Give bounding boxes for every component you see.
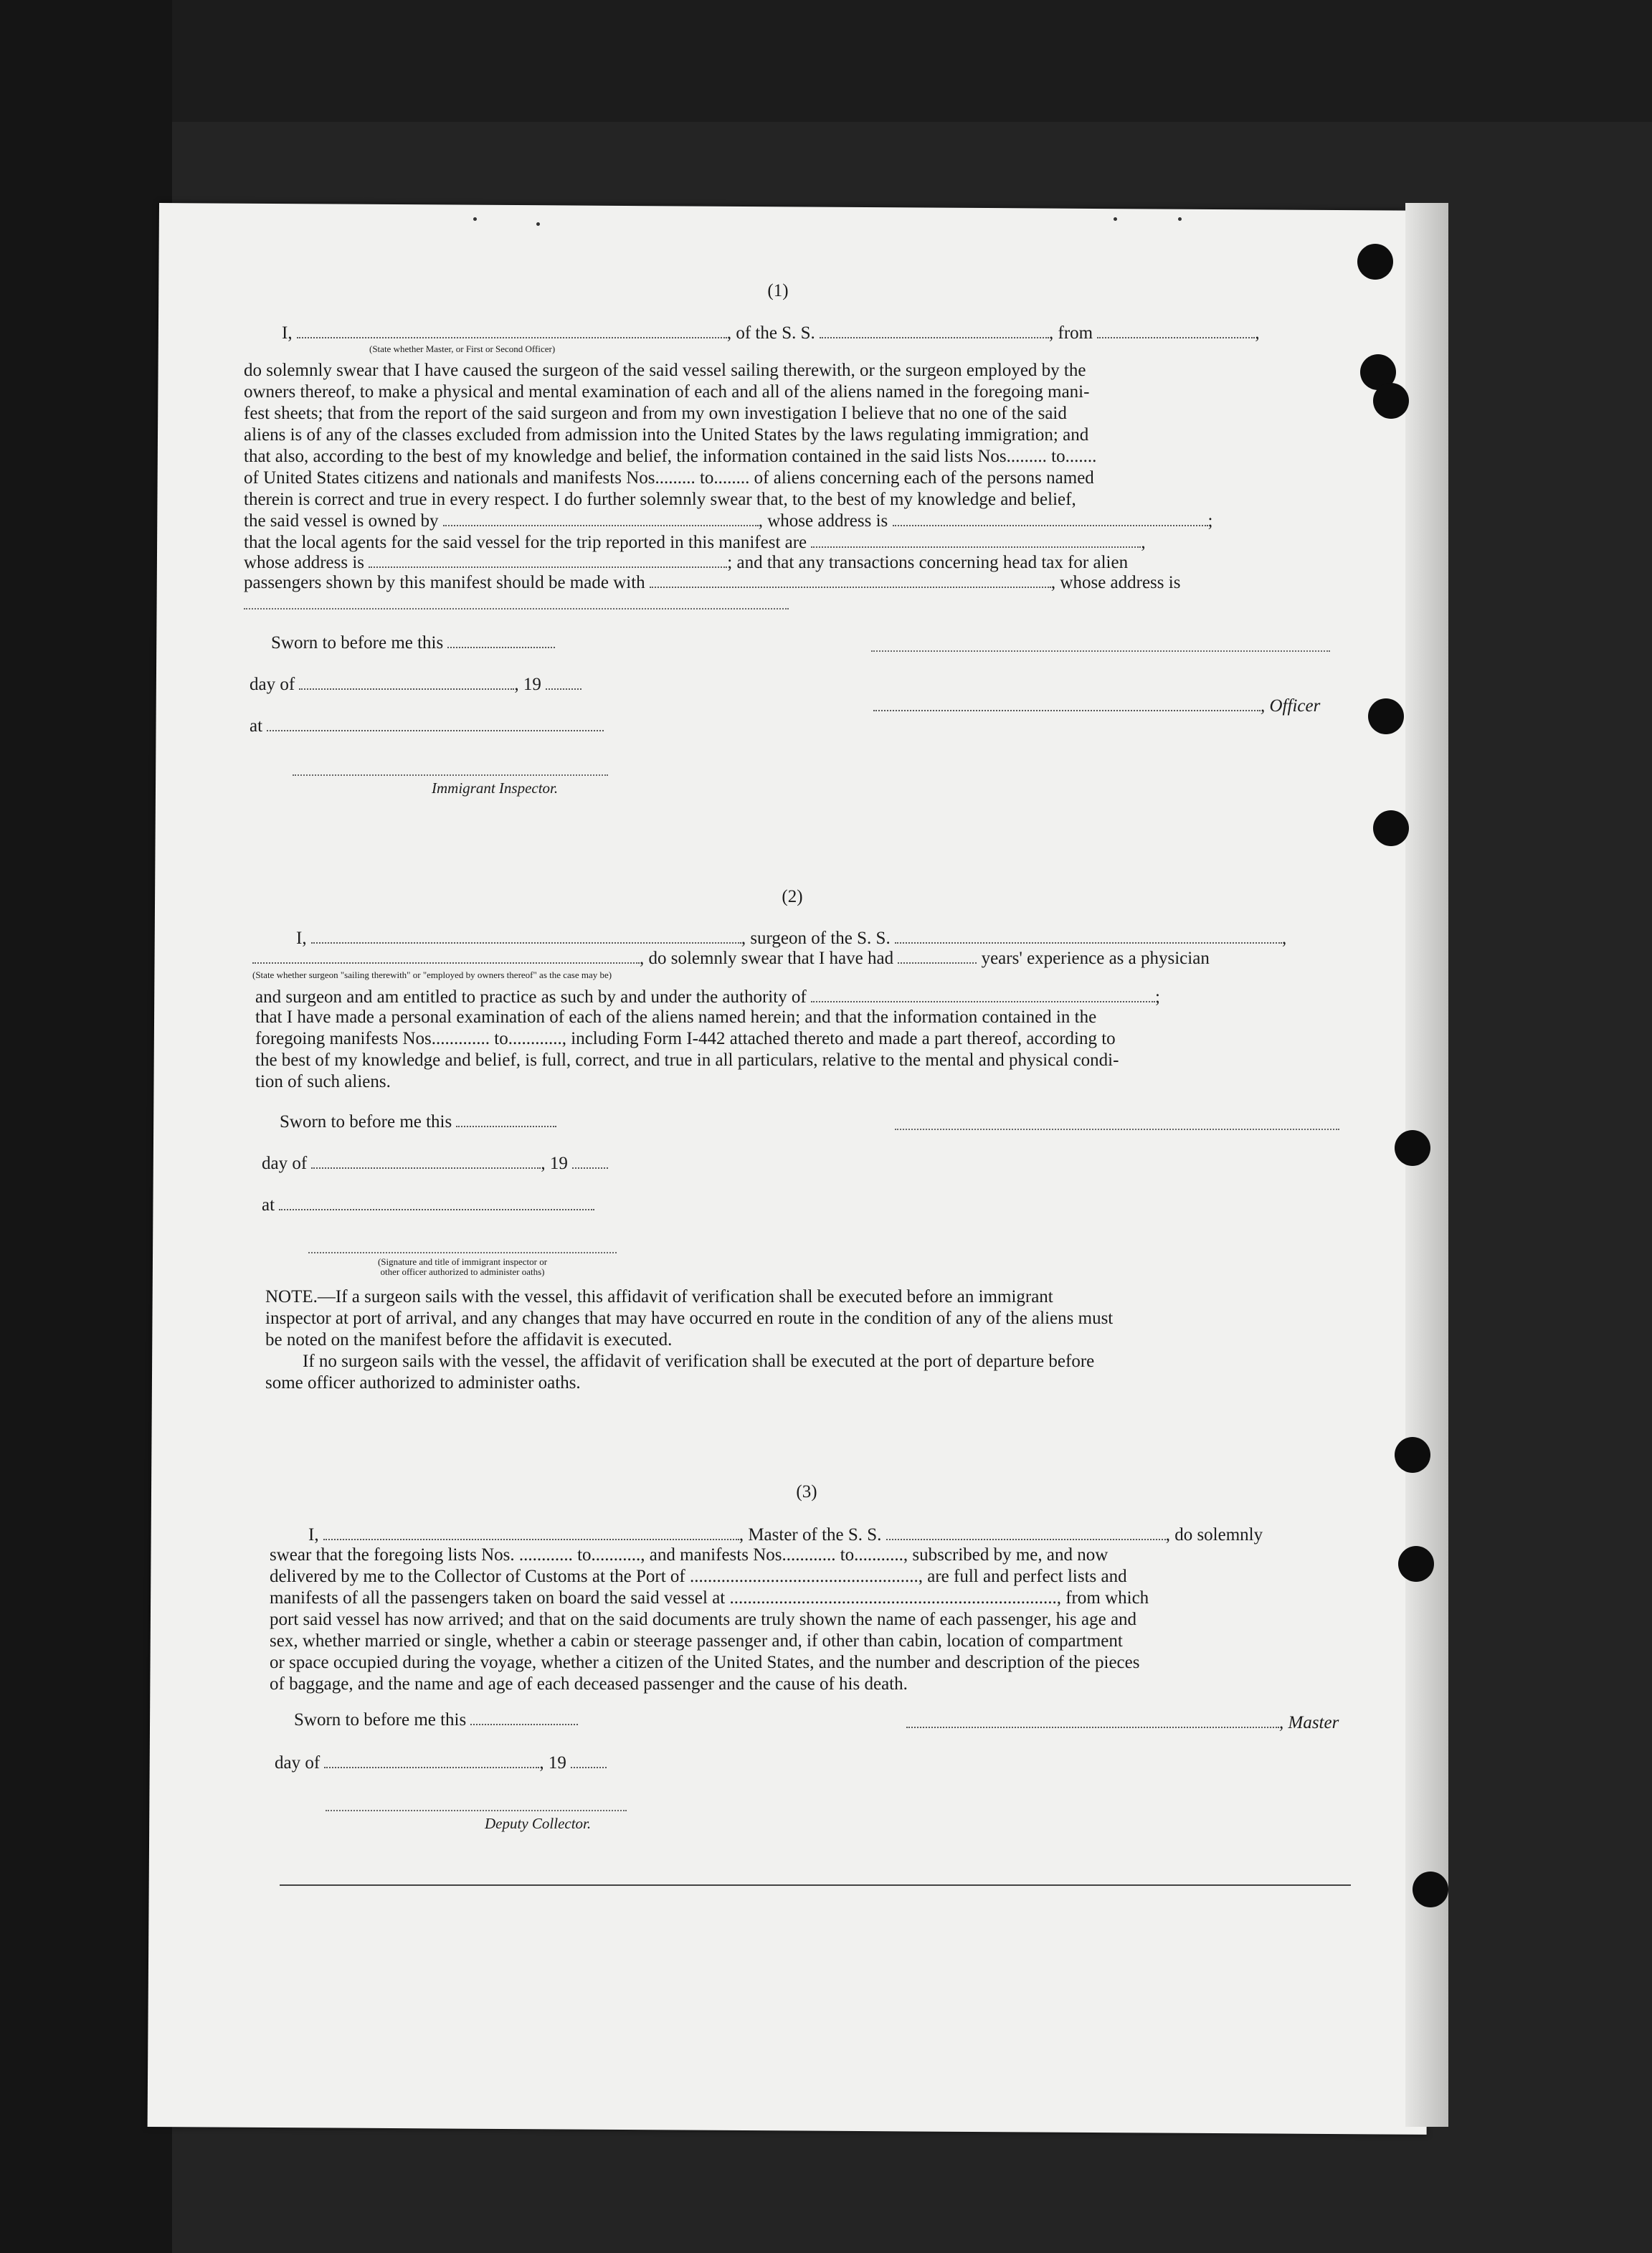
body-line: of United States citizens and nationals and manifests Nos......... to........ of aliens concerning each of the persons named <box>244 468 1094 488</box>
label-year: , 19 <box>514 675 541 694</box>
year-field[interactable] <box>546 686 581 690</box>
label-surgeon-of: , surgeon of the S. S. <box>741 929 891 948</box>
section-1-body <box>244 360 1326 511</box>
section-1-officer-line <box>282 323 1260 344</box>
punch-hole <box>1357 244 1393 280</box>
label-comma: , <box>1281 929 1287 948</box>
speck <box>473 217 477 221</box>
caption-signature-2: other officer authorized to administer oaths) <box>380 1266 545 1277</box>
caption-officer: (State whether Master, or First or Second Officer) <box>369 343 556 354</box>
punch-hole <box>1373 810 1409 846</box>
body-line: manifests of all the passengers taken on board the said vessel at ........................................................................., from which <box>270 1588 1149 1608</box>
at-line-2 <box>262 1195 594 1216</box>
label-officer: , Officer <box>1261 696 1321 716</box>
surgeon-status-line <box>252 948 1210 969</box>
punch-hole <box>1413 1872 1448 1907</box>
label-master-of: , Master of the S. S. <box>739 1525 882 1545</box>
label-head-tax: ; and that any transactions concerning head tax for alien <box>727 553 1129 572</box>
punch-hole <box>1395 1130 1430 1166</box>
note-line: be noted on the manifest before the affidavit is executed. <box>265 1330 673 1350</box>
surgeon-name-field[interactable] <box>311 939 741 944</box>
body-line: that also, according to the best of my knowledge and belief, the information contained in the said lists Nos......... to....... <box>244 447 1097 466</box>
body-line: port said vessel has now arrived; and that on the said documents are truly shown the name of each passenger, his age and <box>270 1610 1137 1629</box>
caption-signature-1: (Signature and title of immigrant inspector or <box>377 1256 548 1267</box>
day-of-line-3 <box>275 1752 607 1774</box>
body-line: swear that the foregoing lists Nos. ............ to..........., and manifests Nos............ to..........., subscribed by me, and now <box>270 1545 1109 1565</box>
year-field-3[interactable] <box>571 1764 607 1768</box>
authority-line <box>255 987 1160 1008</box>
scan-background-top <box>0 0 1652 122</box>
officer-signature-top[interactable] <box>871 649 1330 652</box>
body-line: sex, whether married or single, whether a cabin or steerage passenger and, if other than cabin, location of compartment <box>270 1631 1123 1651</box>
scan-background-left <box>0 0 172 2253</box>
label-authority: and surgeon and am entitled to practice as such by and under the authority of <box>255 987 807 1007</box>
label-year: , 19 <box>541 1154 568 1173</box>
label-passengers: passengers shown by this manifest should be made with <box>244 573 645 592</box>
owner-address-field[interactable] <box>893 522 1208 526</box>
body-line: that I have made a personal examination of each of the aliens named herein; and that the information contained in the <box>255 1007 1097 1027</box>
body-line: delivered by me to the Collector of Customs at the Port of ..................................................., are full and perfect lists and <box>270 1567 1127 1586</box>
bottom-rule <box>280 1884 1351 1886</box>
label-sworn: Sworn to before me this <box>294 1710 467 1730</box>
label-of-ss: , of the S. S. <box>726 323 815 343</box>
label-solemnly: , do solemnly <box>1165 1525 1263 1545</box>
label-semicolon: ; <box>1155 987 1160 1007</box>
vessel-name-field-3[interactable] <box>886 1536 1166 1540</box>
agents-address-line <box>244 552 1128 574</box>
body-line: therein is correct and true in every respect. I do further solemnly swear that, to the best of my knowledge and belief, <box>244 490 1076 509</box>
vessel-name-field-2[interactable] <box>895 939 1282 944</box>
label-i: I, <box>282 323 293 343</box>
at-place-field-2[interactable] <box>279 1206 594 1210</box>
punch-hole <box>1398 1546 1434 1582</box>
inspector-signature-field[interactable] <box>293 773 608 776</box>
authority-field[interactable] <box>811 998 1155 1002</box>
body-line: do solemnly swear that I have caused the surgeon of the said vessel sailing therewith, or the surgeon employed by the <box>244 361 1086 380</box>
section-3-master-line <box>308 1524 1263 1546</box>
day-of-line-2 <box>262 1153 608 1175</box>
day-of-line-1 <box>250 674 581 696</box>
section-2-heading: (2) <box>782 887 803 906</box>
vessel-name-field[interactable] <box>820 334 1049 338</box>
label-at: at <box>262 1195 275 1215</box>
punch-hole <box>1373 383 1409 419</box>
officer-name-field[interactable] <box>297 334 727 338</box>
body-line: or space occupied during the voyage, whether a citizen of the United States, and the number and description of the pieces <box>270 1653 1140 1672</box>
body-line: owners thereof, to make a physical and mental examination of each and all of the aliens named in the foregoing mani- <box>244 382 1090 402</box>
note-line: some officer authorized to administer oaths. <box>265 1373 581 1393</box>
sworn-date-field-2[interactable] <box>456 1123 556 1127</box>
label-comma: , <box>1255 323 1260 343</box>
surgeon-status-field[interactable] <box>252 959 640 964</box>
label-from: , from <box>1049 323 1093 343</box>
at-line-1 <box>250 716 604 737</box>
year-field-2[interactable] <box>572 1165 608 1169</box>
owner-field[interactable] <box>443 522 759 526</box>
agents-line <box>244 532 1146 554</box>
sworn-line-3 <box>294 1709 578 1731</box>
label-sworn: Sworn to before me this <box>271 633 444 653</box>
section-1-heading: (1) <box>767 281 789 300</box>
sworn-date-field[interactable] <box>447 644 555 648</box>
officer-signature-line <box>873 696 1320 717</box>
label-years: years' experience as a physician <box>981 949 1210 968</box>
agents-field[interactable] <box>811 544 1141 548</box>
label-deputy-collector: Deputy Collector. <box>485 1815 592 1832</box>
speck <box>1178 217 1182 221</box>
label-semicolon: ; <box>1207 511 1213 531</box>
label-comma: , <box>1141 533 1146 552</box>
body-line: aliens is of any of the classes excluded from admission into the United States by the laws regulating immigration; and <box>244 425 1089 445</box>
label-at: at <box>250 716 263 736</box>
body-line: tion of such aliens. <box>255 1072 391 1091</box>
label-day-of: day of <box>250 675 295 694</box>
inspector-signature-field-2[interactable] <box>308 1251 617 1253</box>
label-day-of: day of <box>275 1753 321 1773</box>
day-of-field-2[interactable] <box>311 1165 541 1169</box>
label-sworn: Sworn to before me this <box>280 1112 452 1132</box>
at-place-field[interactable] <box>267 727 604 731</box>
section-3-body <box>270 1545 1352 1695</box>
master-signature-field[interactable] <box>906 1724 1279 1728</box>
surgeon-signature-field[interactable] <box>895 1127 1339 1130</box>
master-signature-line <box>906 1712 1339 1734</box>
day-of-field[interactable] <box>299 686 514 690</box>
label-immigrant-inspector: Immigrant Inspector. <box>432 779 559 797</box>
label-i: I, <box>308 1525 319 1545</box>
section-3-heading: (3) <box>796 1482 817 1502</box>
agents-address-field[interactable] <box>369 564 727 568</box>
body-line: the best of my knowledge and belief, is full, correct, and true in all particulars, relative to the mental and physical condi- <box>255 1050 1119 1070</box>
sworn-date-field-3[interactable] <box>470 1721 578 1725</box>
body-line: fest sheets; that from the report of the said surgeon and from my own investigation I believe that no one of the said <box>244 404 1067 423</box>
years-field[interactable] <box>898 959 977 964</box>
section-2-body <box>255 1007 1338 1093</box>
master-name-field[interactable] <box>323 1536 739 1540</box>
day-of-field-3[interactable] <box>324 1764 539 1768</box>
label-owned-by: the said vessel is owned by <box>244 511 439 531</box>
label-whose-address: whose address is <box>244 553 365 572</box>
passengers-line <box>244 572 1180 594</box>
officer-signature-field[interactable] <box>873 707 1261 711</box>
section-2-surgeon-line <box>296 928 1286 949</box>
collector-signature-field[interactable] <box>326 1808 627 1811</box>
owner-line <box>244 511 1212 532</box>
label-whose-address: , whose address is <box>1050 573 1181 592</box>
label-solemnly: , do solemnly swear that I have had <box>640 949 894 968</box>
note-line: If no surgeon sails with the vessel, the affidavit of verification shall be executed at the port of departure before <box>303 1352 1095 1371</box>
label-day-of: day of <box>262 1154 308 1173</box>
label-i: I, <box>296 929 307 948</box>
speck <box>536 222 540 226</box>
label-whose-address: , whose address is <box>758 511 888 531</box>
speck <box>1114 217 1117 221</box>
sworn-line-2 <box>280 1111 556 1133</box>
label-year: , 19 <box>539 1753 566 1773</box>
body-line: of baggage, and the name and age of each deceased passenger and the cause of his death. <box>270 1674 908 1694</box>
note-line: inspector at port of arrival, and any changes that may have occurred en route in the condition of any of the aliens must <box>265 1309 1114 1328</box>
body-line: foregoing manifests Nos............. to............, including Form I-442 attached thereto and made a part thereof, according to <box>255 1029 1116 1048</box>
label-local-agents: that the local agents for the said vessel for the trip reported in this manifest are <box>244 533 807 552</box>
section-2-note <box>265 1286 1348 1394</box>
punch-hole <box>1368 698 1404 734</box>
head-tax-address-field[interactable] <box>244 607 789 610</box>
punch-hole <box>1395 1437 1430 1473</box>
label-master: , Master <box>1279 1713 1339 1732</box>
from-port-field[interactable] <box>1097 334 1255 338</box>
sworn-line-1 <box>271 632 555 654</box>
head-tax-contact-field[interactable] <box>650 584 1051 588</box>
note-line: NOTE.—If a surgeon sails with the vessel, this affidavit of verification shall be executed before an immigrant <box>265 1287 1053 1306</box>
caption-surgeon: (State whether surgeon "sailing therewith" or "employed by owners thereof" as the case may be) <box>252 969 612 980</box>
